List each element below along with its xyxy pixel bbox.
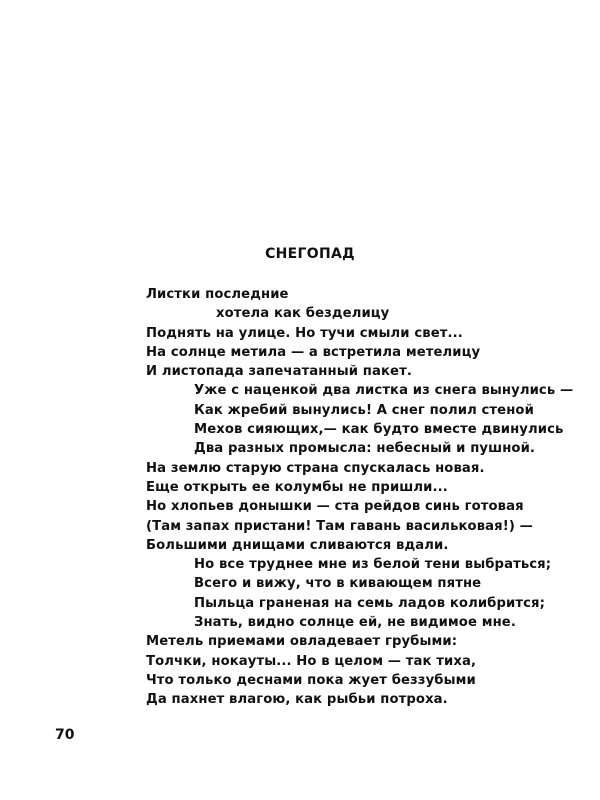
poem-line: На землю старую страна спускалась новая. xyxy=(146,460,485,476)
poem-title: СНЕГОПАД xyxy=(265,246,355,262)
poem-line: Пыльца граненая на семь ладов колибрится; xyxy=(194,595,545,611)
poem-line: хотела как безделицу xyxy=(216,306,390,322)
poem-line: Еще открыть ее колумбы не пришли... xyxy=(146,479,448,495)
poem-line: Знать, видно солнце ей, не видимое мне. xyxy=(194,615,516,631)
poem-line: Но хлопьев донышки — ста рейдов синь готовая xyxy=(146,499,524,515)
poem-line: Метель приемами овладевает грубыми: xyxy=(146,634,458,650)
poem-line: Да пахнет влагою, как рыбьи потроха. xyxy=(146,692,448,708)
poem-line: И листопада запечатанный пакет. xyxy=(146,364,412,380)
poem-line: На солнце метила — а встретила метелицу xyxy=(146,344,481,360)
poem-line: Листки последние xyxy=(146,287,289,302)
poem-line: Что только деснами пока жует беззубыми xyxy=(146,672,476,688)
poem-line: Поднять на улице. Но тучи смыли свет... xyxy=(146,325,463,341)
poem-line: Уже с наценкой два листка из снега вынулись — xyxy=(194,383,574,399)
poem-line: Но все труднее мне из белой тени выбраться; xyxy=(194,557,552,573)
poem-body xyxy=(146,285,574,710)
poem-line: Как жребий вынулись! А снег полил стеной xyxy=(194,402,534,418)
poem-line: Два разных промысла: небесный и пушной. xyxy=(194,441,536,457)
poem-line: Всего и вижу, что в кивающем пятне xyxy=(194,576,482,592)
poem-line: Большими днищами сливаются вдали. xyxy=(146,537,449,553)
page-number: 70 xyxy=(55,727,75,743)
poem-line: Толчки, нокауты... Но в целом — так тиха, xyxy=(146,653,477,669)
poem-line: Мехов сияющих,— как будто вместе двинулись xyxy=(194,422,564,438)
poem-line: (Там запах пристани! Там гавань васильковая!) — xyxy=(146,518,533,534)
